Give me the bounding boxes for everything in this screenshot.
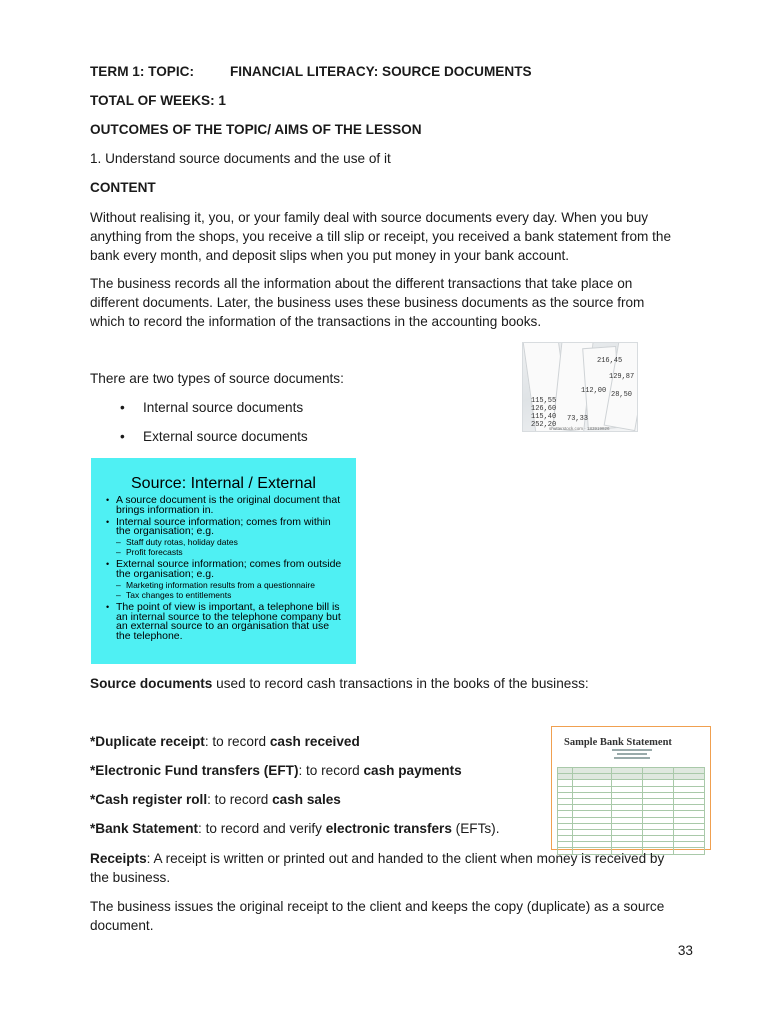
photo-number: 252,20 — [531, 421, 557, 429]
photo-number: 216,45 — [597, 357, 623, 365]
doc-item-text: : to record and verify — [198, 821, 326, 836]
photo-number: 129,87 — [609, 373, 635, 381]
bank-statement-title: Sample Bank Statement — [564, 737, 672, 748]
aim-item: 1. Understand source documents and the use of it — [90, 151, 391, 166]
doc-item-eft — [90, 763, 462, 778]
type-bullet-internal — [120, 400, 303, 415]
weeks-heading: TOTAL OF WEEKS: 1 — [90, 93, 226, 108]
paragraph-intro: Without realising it, you, or your family deal with source documents every day. When you buy anything from the shops, you receive a till slip or receipt, you received a bank statement from the bank every month, and deposit slips when you put money in your bank account. — [90, 210, 672, 264]
photo-number: 126,60 — [531, 405, 557, 413]
receipts-paragraph — [90, 849, 682, 887]
receipts-bold: Receipts — [90, 851, 147, 866]
type-label: Internal source documents — [143, 400, 304, 415]
type-bullet-external — [120, 429, 308, 444]
outcomes-heading: OUTCOMES OF THE TOPIC/ AIMS OF THE LESSON — [90, 122, 422, 137]
slide-point: • The point of view is important, a telephone bill is an internal source to the telephone company but an external source to an organisation that use the telephone. — [106, 603, 346, 642]
slide-subpoint: – Profit forecasts — [106, 547, 346, 557]
bank-header-lines — [612, 749, 652, 761]
photo-watermark: shutterstock.com · 183919826 — [549, 426, 610, 431]
doc-item-bank-statement — [90, 821, 499, 836]
receipts-photo — [522, 342, 638, 432]
slide-subpoint: – Marketing information results from a questionnaire — [106, 580, 346, 590]
doc-item-name: *Cash register roll — [90, 792, 208, 807]
receipts-text: : A receipt is written or printed out and handed to the client when money is received by the business. — [90, 851, 665, 886]
page-number: 33 — [677, 943, 693, 958]
doc-item-text: : to record — [298, 763, 364, 778]
term-label: TERM 1: TOPIC: — [90, 64, 194, 79]
slide-title: Source: Internal / External — [131, 475, 316, 492]
doc-item-text: : to record — [207, 792, 273, 807]
doc-item-purpose: electronic transfers — [325, 821, 452, 836]
slide-point: • External source information; comes from outside the organisation; e.g. — [106, 560, 346, 580]
doc-item-name: *Electronic Fund transfers (EFT) — [90, 763, 299, 778]
doc-item-purpose: cash sales — [272, 792, 341, 807]
source-docs-bold: Source documents — [90, 676, 213, 691]
doc-item-text: : to record — [204, 734, 270, 749]
doc-item-purpose: cash payments — [363, 763, 462, 778]
doc-item-name: *Duplicate receipt — [90, 734, 205, 749]
photo-number: 112,00 — [581, 387, 607, 395]
doc-item-duplicate-receipt — [90, 734, 360, 749]
types-intro: There are two types of source documents: — [90, 371, 344, 386]
slide-point: • Internal source information; comes from within the organisation; e.g. — [106, 518, 346, 538]
photo-number: 73,33 — [567, 415, 589, 423]
bullet-icon: • — [120, 400, 125, 415]
source-docs-rest: used to record cash transactions in the books of the business: — [212, 676, 589, 691]
source-docs-line — [90, 676, 589, 691]
bank-table — [557, 767, 705, 855]
doc-item-purpose: cash received — [269, 734, 360, 749]
bank-statement-image — [551, 726, 711, 850]
slide-points — [106, 496, 346, 644]
doc-item-cash-register-roll — [90, 792, 341, 807]
photo-number: 28,50 — [611, 391, 633, 399]
bullet-icon: • — [120, 429, 125, 444]
doc-item-text: (EFTs). — [451, 821, 500, 836]
source-slide — [91, 458, 356, 664]
doc-item-name: *Bank Statement — [90, 821, 199, 836]
slide-subpoint: – Tax changes to entitlements — [106, 590, 346, 600]
slide-point: • A source document is the original document that brings information in. — [106, 496, 346, 516]
photo-number: 115,40 — [531, 413, 557, 421]
closing-paragraph: The business issues the original receipt to the client and keeps the copy (duplicate) as a source document. — [90, 899, 665, 934]
topic-title: FINANCIAL LITERACY: SOURCE DOCUMENTS — [229, 64, 532, 79]
topic-heading — [90, 64, 532, 79]
content-heading: CONTENT — [90, 180, 156, 195]
slide-subpoint: – Staff duty rotas, holiday dates — [106, 537, 346, 547]
type-label: External source documents — [143, 429, 308, 444]
paragraph-business: The business records all the information about the different transactions that take place on different documents. Later, the business uses these business documents as the source from which to record the information of the transactions in the accounting books. — [90, 276, 645, 330]
photo-number: 115,55 — [531, 397, 557, 405]
